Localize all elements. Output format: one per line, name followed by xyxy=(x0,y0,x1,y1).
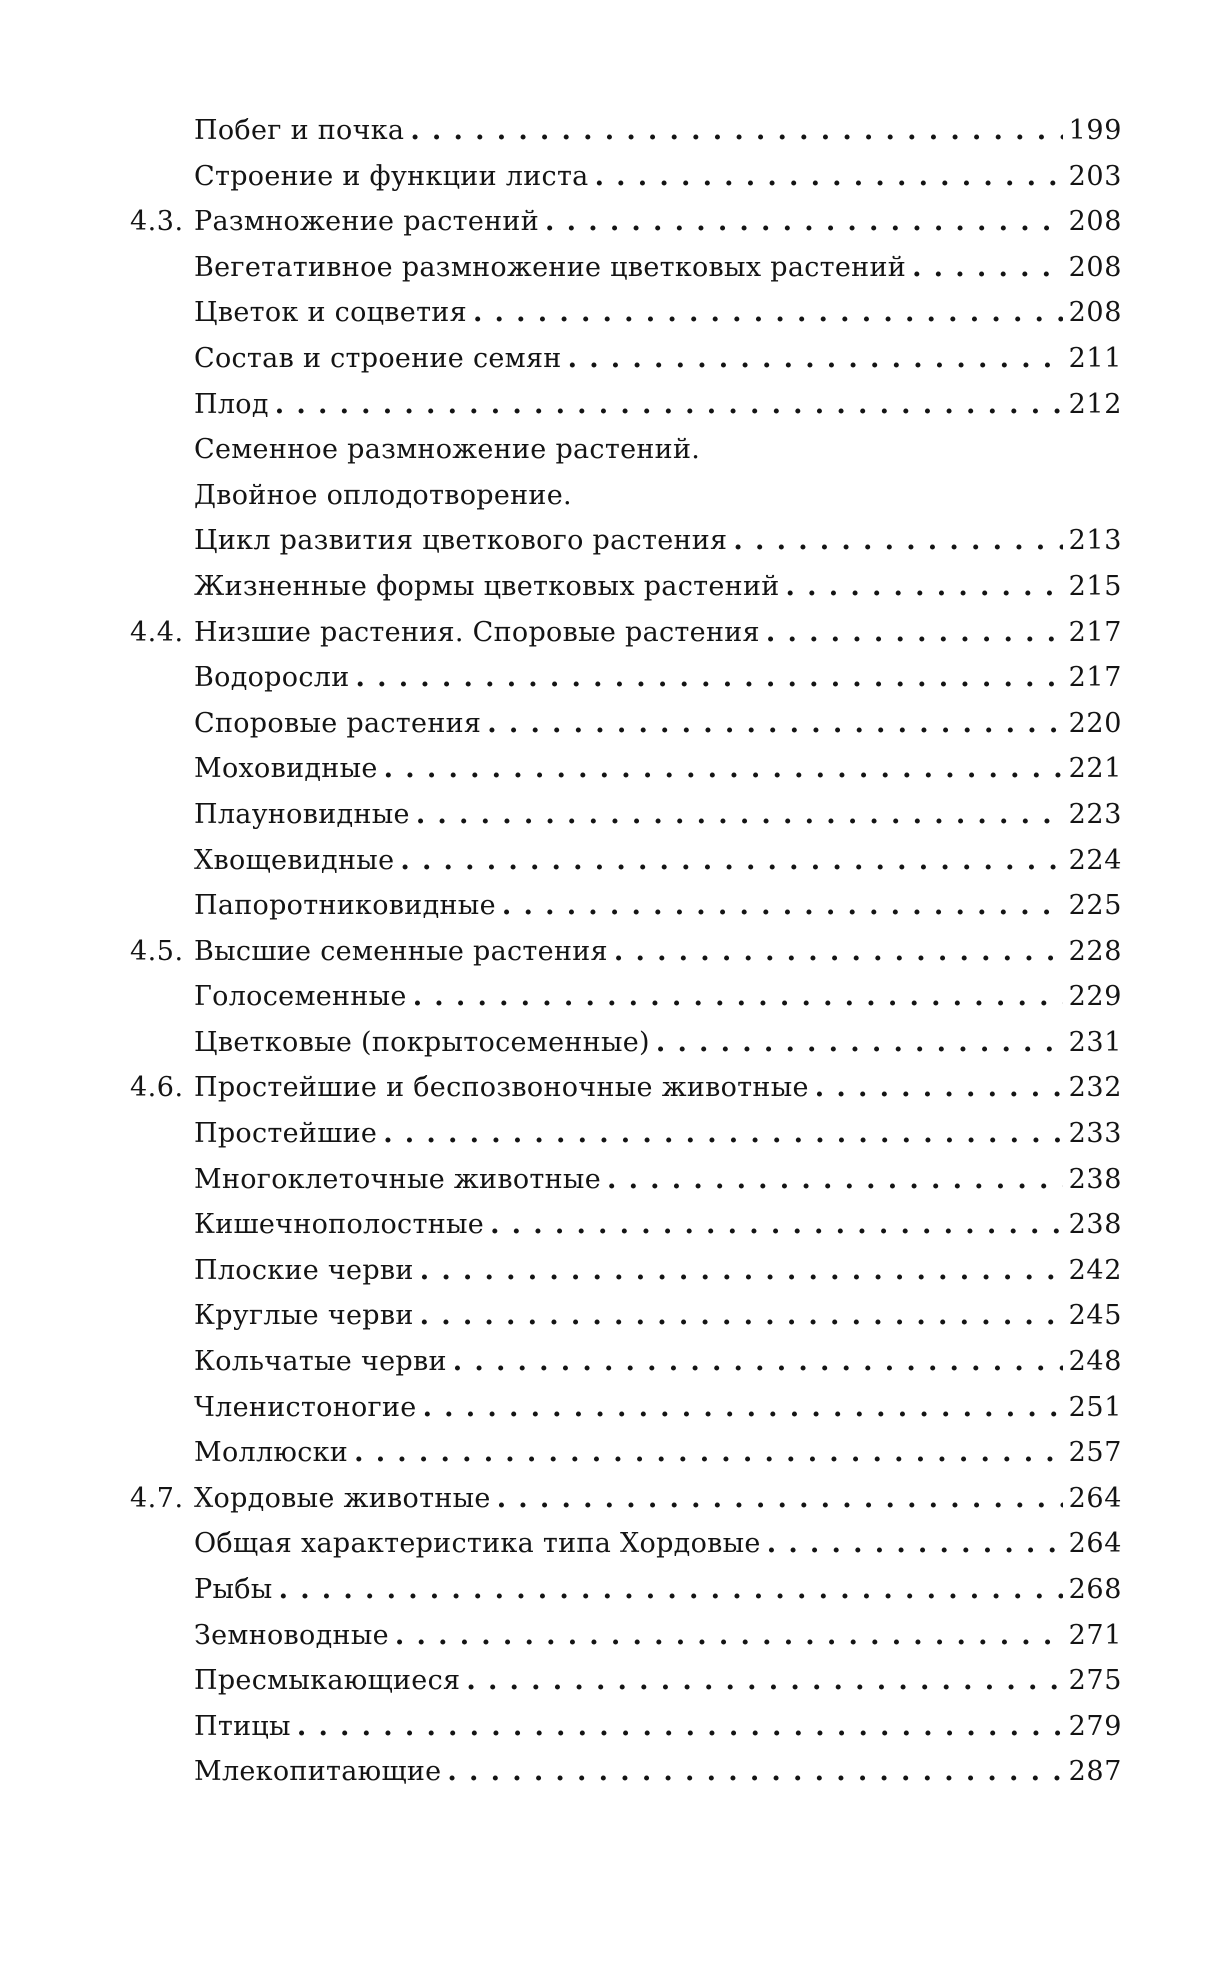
dot-leader xyxy=(614,929,1063,975)
toc-entry-row[interactable] xyxy=(130,1658,1122,1704)
page-number: 208 xyxy=(1068,251,1122,283)
entry-title: Рыбы xyxy=(194,1574,273,1605)
entry-title: Цветок и соцветия xyxy=(194,297,467,329)
toc-entry-row[interactable] xyxy=(130,974,1122,1020)
toc-entry-row[interactable] xyxy=(130,1339,1122,1385)
entry-title: Высшие семенные растения xyxy=(194,935,608,967)
toc-entry-row[interactable] xyxy=(130,1293,1122,1339)
entry-title: Цветковые (покрытосеменные) xyxy=(194,1026,650,1058)
page-number: 229 xyxy=(1068,981,1122,1013)
toc-entry-row[interactable] xyxy=(130,336,1122,382)
entry-title: Двойное оплодотворение. xyxy=(194,479,572,511)
toc-entry-row[interactable] xyxy=(130,518,1122,564)
entry-title: Голосеменные xyxy=(194,981,407,1013)
page-number: 215 xyxy=(1068,570,1122,602)
dot-leader xyxy=(447,1749,1062,1795)
entry-title: Водоросли xyxy=(194,662,350,694)
entry-title: Вегетативное размножение цветковых растений xyxy=(194,251,907,283)
page-number: 257 xyxy=(1068,1437,1122,1469)
entry-title: Хвощевидные xyxy=(194,844,395,876)
page-number: 211 xyxy=(1068,342,1122,374)
toc-entry-row[interactable] xyxy=(130,838,1122,884)
page-number: 221 xyxy=(1068,753,1122,785)
entry-title: Строение и функции листа xyxy=(194,160,589,192)
page-number: 223 xyxy=(1068,798,1122,830)
entry-title: Папоротниковидные xyxy=(194,890,496,922)
toc-entry-row[interactable] xyxy=(130,1157,1122,1203)
entry-title: Многоклеточные животные xyxy=(194,1163,601,1195)
entry-title: Низшие растения. Споровые растения xyxy=(194,616,760,648)
dot-leader xyxy=(595,154,1063,200)
toc-entry-row[interactable] xyxy=(130,1704,1122,1750)
entry-title: Членистоногие xyxy=(194,1391,417,1423)
page-number: 228 xyxy=(1068,935,1122,967)
entry-title: Земноводные xyxy=(194,1619,389,1651)
toc-entry-row[interactable] xyxy=(130,290,1122,336)
entry-title: Споровые растения xyxy=(194,707,482,739)
dot-leader xyxy=(356,655,1063,701)
entry-title: Простейшие xyxy=(194,1118,378,1150)
page-number: 220 xyxy=(1068,707,1122,739)
entry-title: Кольчатые черви xyxy=(194,1346,447,1378)
toc-section-row[interactable] xyxy=(130,929,1122,975)
dot-leader xyxy=(416,792,1063,838)
dot-leader xyxy=(767,1521,1063,1567)
dot-leader xyxy=(733,518,1062,564)
page-number: 212 xyxy=(1068,388,1122,420)
entry-title: Жизненные формы цветковых растений xyxy=(194,570,780,602)
toc-entry-row[interactable] xyxy=(130,108,1122,154)
dot-leader xyxy=(410,108,1062,154)
toc-entry-row[interactable] xyxy=(130,883,1122,929)
entry-title: Круглые черви xyxy=(194,1300,414,1332)
dot-leader xyxy=(487,701,1062,747)
page-number: 275 xyxy=(1068,1665,1122,1697)
page-number: 203 xyxy=(1068,160,1122,192)
toc-entry-row[interactable] xyxy=(130,655,1122,701)
dot-leader xyxy=(297,1704,1063,1750)
toc-entry-row[interactable] xyxy=(130,473,1122,519)
page-number: 271 xyxy=(1068,1619,1122,1651)
entry-title: Семенное размножение растений. xyxy=(194,434,701,466)
entry-title: Цикл развития цветкового растения xyxy=(194,525,728,557)
page-number: 238 xyxy=(1068,1163,1122,1195)
toc-section-row[interactable] xyxy=(130,199,1122,245)
entry-title: Моллюски xyxy=(194,1437,349,1469)
dot-leader xyxy=(384,746,1063,792)
toc-entry-row[interactable] xyxy=(130,1111,1122,1157)
entry-title: Плауновидные xyxy=(194,798,410,830)
dot-leader xyxy=(420,1248,1063,1294)
dot-leader xyxy=(383,1111,1062,1157)
section-number: 4.3. xyxy=(130,206,184,238)
page-number: 251 xyxy=(1068,1391,1122,1423)
dot-leader xyxy=(423,1385,1063,1431)
toc-entry-row[interactable] xyxy=(130,1749,1122,1795)
page-number: 225 xyxy=(1068,890,1122,922)
page-number: 268 xyxy=(1068,1574,1122,1605)
page-number: 264 xyxy=(1068,1528,1122,1560)
page-number: 232 xyxy=(1068,1072,1122,1104)
toc-entry-row[interactable] xyxy=(130,701,1122,747)
toc-entry-row[interactable] xyxy=(130,427,1122,473)
page-number: 217 xyxy=(1068,616,1122,648)
entry-title: Млекопитающие xyxy=(194,1756,442,1788)
page-number: 279 xyxy=(1068,1710,1122,1742)
toc-entry-row[interactable] xyxy=(130,1202,1122,1248)
entry-title: Побег и почка xyxy=(194,115,405,146)
page-number: 199 xyxy=(1068,115,1122,146)
page-number: 242 xyxy=(1068,1254,1122,1286)
page-number: 208 xyxy=(1068,297,1122,329)
dot-leader xyxy=(395,1613,1063,1659)
toc-section-row[interactable] xyxy=(130,1476,1122,1522)
toc-entry-row[interactable] xyxy=(130,564,1122,610)
dot-leader xyxy=(275,382,1063,428)
section-number: 4.5. xyxy=(130,935,184,967)
dot-leader xyxy=(354,1430,1063,1476)
dot-leader xyxy=(466,1658,1062,1704)
dot-leader xyxy=(815,1065,1063,1111)
page-number: 287 xyxy=(1068,1756,1122,1788)
toc-entry-row[interactable] xyxy=(130,245,1122,291)
dot-leader xyxy=(453,1339,1063,1385)
toc-section-row[interactable] xyxy=(130,610,1122,656)
page-number: 231 xyxy=(1068,1026,1122,1058)
table-of-contents xyxy=(130,108,1122,1795)
entry-title: Общая характеристика типа Хордовые xyxy=(194,1528,761,1560)
entry-title: Пресмыкающиеся xyxy=(194,1665,461,1697)
toc-entry-row[interactable] xyxy=(130,1613,1122,1659)
toc-entry-row[interactable] xyxy=(130,1567,1122,1613)
dot-leader xyxy=(912,245,1063,291)
section-number: 4.6. xyxy=(130,1072,184,1104)
toc-entry-row[interactable] xyxy=(130,1430,1122,1476)
entry-title: Моховидные xyxy=(194,753,378,785)
section-number: 4.4. xyxy=(130,616,184,648)
toc-section-row[interactable] xyxy=(130,1065,1122,1111)
toc-entry-row[interactable] xyxy=(130,1020,1122,1066)
page-number: 245 xyxy=(1068,1300,1122,1332)
dot-leader xyxy=(656,1020,1063,1066)
page-number: 238 xyxy=(1068,1209,1122,1241)
dot-leader xyxy=(413,974,1063,1020)
dot-leader xyxy=(786,564,1063,610)
entry-title: Кишечнополостные xyxy=(194,1209,485,1241)
entry-title: Простейшие и беспозвоночные животные xyxy=(194,1072,809,1104)
dot-leader xyxy=(568,336,1063,382)
dot-leader xyxy=(420,1293,1063,1339)
dot-leader xyxy=(279,1567,1063,1613)
dot-leader xyxy=(497,1476,1063,1522)
dot-leader xyxy=(400,838,1062,884)
dot-leader xyxy=(502,883,1063,929)
toc-entry-row[interactable] xyxy=(130,792,1122,838)
dot-leader xyxy=(766,610,1063,656)
page-number: 208 xyxy=(1068,206,1122,238)
toc-entry-row[interactable] xyxy=(130,1385,1122,1431)
page-number: 224 xyxy=(1068,844,1122,876)
entry-title: Плоские черви xyxy=(194,1254,414,1286)
entry-title: Размножение растений xyxy=(194,206,540,238)
dot-leader xyxy=(490,1202,1063,1248)
page-number: 248 xyxy=(1068,1346,1122,1378)
toc-entry-row[interactable] xyxy=(130,746,1122,792)
dot-leader xyxy=(607,1157,1063,1203)
toc-entry-row[interactable] xyxy=(130,154,1122,200)
toc-entry-row[interactable] xyxy=(130,382,1122,428)
page-number: 213 xyxy=(1068,525,1122,557)
toc-entry-row[interactable] xyxy=(130,1521,1122,1567)
toc-entry-row[interactable] xyxy=(130,1248,1122,1294)
entry-title: Птицы xyxy=(194,1710,291,1742)
dot-leader xyxy=(473,290,1063,336)
page-number: 233 xyxy=(1068,1118,1122,1150)
page-number: 217 xyxy=(1068,662,1122,694)
entry-title: Состав и строение семян xyxy=(194,342,562,374)
page-number: 264 xyxy=(1068,1482,1122,1514)
dot-leader xyxy=(545,199,1063,245)
section-number: 4.7. xyxy=(130,1482,184,1514)
entry-title: Плод xyxy=(194,388,269,420)
entry-title: Хордовые животные xyxy=(194,1482,491,1514)
